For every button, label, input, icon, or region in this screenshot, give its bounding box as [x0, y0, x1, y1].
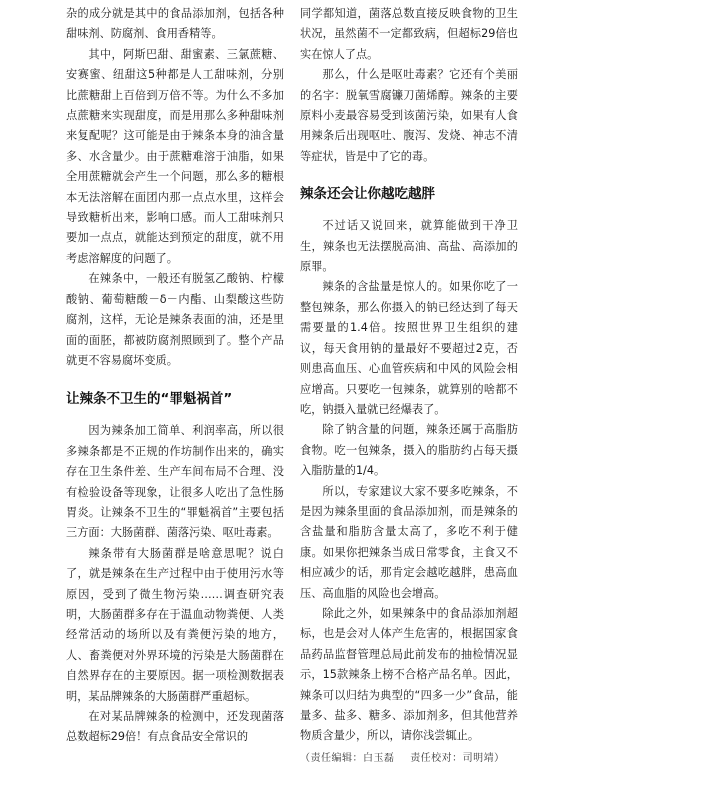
- paragraph: 所以，专家建议大家不要多吃辣条，不是因为辣条里面的食品添加剂，而是辣条的含盐量和脂肪含量太高了，多吃不利于健康。如果你把辣条当成日常零食，主食又不相应减少的话，那肯定会越吃越胖，患高血压、高血脂的风险也会增高。: [300, 484, 518, 600]
- paragraph: 在辣条中，一般还有脱氢乙酸钠、柠檬酸钠、葡萄糖酸－δ－内酯、山梨酸这些防腐剂，这样，无论是辣条表面的油，还是里面的面胚，都被防腐剂照顾到了。整个产品就更不容易腐坏变质。: [66, 272, 284, 367]
- paragraph: 那么，什么是呕吐毒素？它还有个美丽的名字：脱氧雪腐镰刀菌烯醇。辣条的主要原料小麦最容易受到该菌污染，如果有人食用辣条后出现呕吐、腹泻、发烧、神志不清等症状，皆是中了它的毒。: [300, 68, 518, 163]
- right-column: [300, 4, 518, 769]
- editor-credits: [300, 749, 518, 769]
- paragraph: 同学都知道，菌落总数直接反映食物的卫生状况，虽然菌不一定都致病，但超标29倍也实在惊人了点。: [300, 7, 518, 61]
- paragraph: 因为辣条加工简单、利润率高，所以很多辣条都是不正规的作坊制作出来的，确实存在卫生条件差、生产车间布局不合理、没有检验设备等现象，让很多人吃出了急性肠胃炎。让辣条不卫生的“罪魁祸首”主要包括三方面：大肠菌群、菌落污染、呕吐毒素。: [66, 424, 284, 540]
- left-column: [66, 4, 284, 748]
- section-heading: 辣条还会让你越吃越胖: [300, 186, 435, 203]
- responsible-proofreader: 责任校对：司明靖）: [410, 752, 505, 764]
- paragraph: 辣条的含盐量是惊人的。如果你吃了一整包辣条，那么你摄入的钠已经达到了每天需要量的1.4倍。按照世界卫生组织的建议，每天食用钠的量最好不要超过2克，否则患高血压、心血管疾病和中风的风险会相应增高。只要吃一包辣条，就算别的啥都不吃，钠摄入量就已经爆表了。: [300, 280, 518, 416]
- paragraph: 不过话又说回来，就算能做到干净卫生，辣条也无法摆脱高油、高盐、高添加的原罪。: [300, 219, 518, 274]
- section-heading: 让辣条不卫生的“罪魁祸首”: [66, 391, 233, 408]
- paragraph: 杂的成分就是其中的食品添加剂，包括各种甜味剂、防腐剂、食用香精等。: [66, 7, 284, 41]
- paragraph: 在对某品牌辣条的检测中，还发现菌落总数超标29倍！有点食品安全常识的: [66, 710, 284, 744]
- responsible-editor: （责任编辑：白玉磊: [300, 752, 395, 764]
- paragraph: 其中，阿斯巴甜、甜蜜素、三氯蔗糖、安赛蜜、纽甜这5种都是人工甜味剂，分别比蔗糖甜上百倍到万倍不等。为什么不多加点蔗糖来实现甜度，而是用那么多种甜味剂来复配呢？这可能是由于辣条本身的油含量多、水含量少。由于蔗糖难溶于油脂，如果全用蔗糖就会产生一个问题，那么多的糖根本无法溶解在面团内那一点点水里，这样会导致糖析出来，影响口感。而人工甜味剂只要加一点点，就能达到预定的甜度，就不用考虑溶解度的问题了。: [66, 47, 284, 265]
- paragraph: 除了钠含量的问题，辣条还属于高脂肪食物。吃一包辣条，摄入的脂肪约占每天摄入脂肪量的1/4。: [300, 423, 518, 478]
- paragraph: 辣条带有大肠菌群是啥意思呢？说白了，就是辣条在生产过程中由于使用污水等原因，受到了微生物污染……调查研究表明，大肠菌群多存在于温血动物粪便、人类经常活动的场所以及有粪便污染的地方，人、畜粪便对外界环境的污染是大肠菌群在自然界存在的主要原因。据一项检测数据表明，某品牌辣条的大肠菌群严重超标。: [66, 546, 284, 703]
- paragraph: 除此之外，如果辣条中的食品添加剂超标，也是会对人体产生危害的，根据国家食品药品监督管理总局此前发布的抽检情况显示，15款辣条上榜不合格产品名单。因此，辣条可以归结为典型的“四多一少”食品，能量多、盐多、糖多、添加剂多，但其他营养物质含量少，所以，请你浅尝辄止。: [300, 606, 518, 743]
